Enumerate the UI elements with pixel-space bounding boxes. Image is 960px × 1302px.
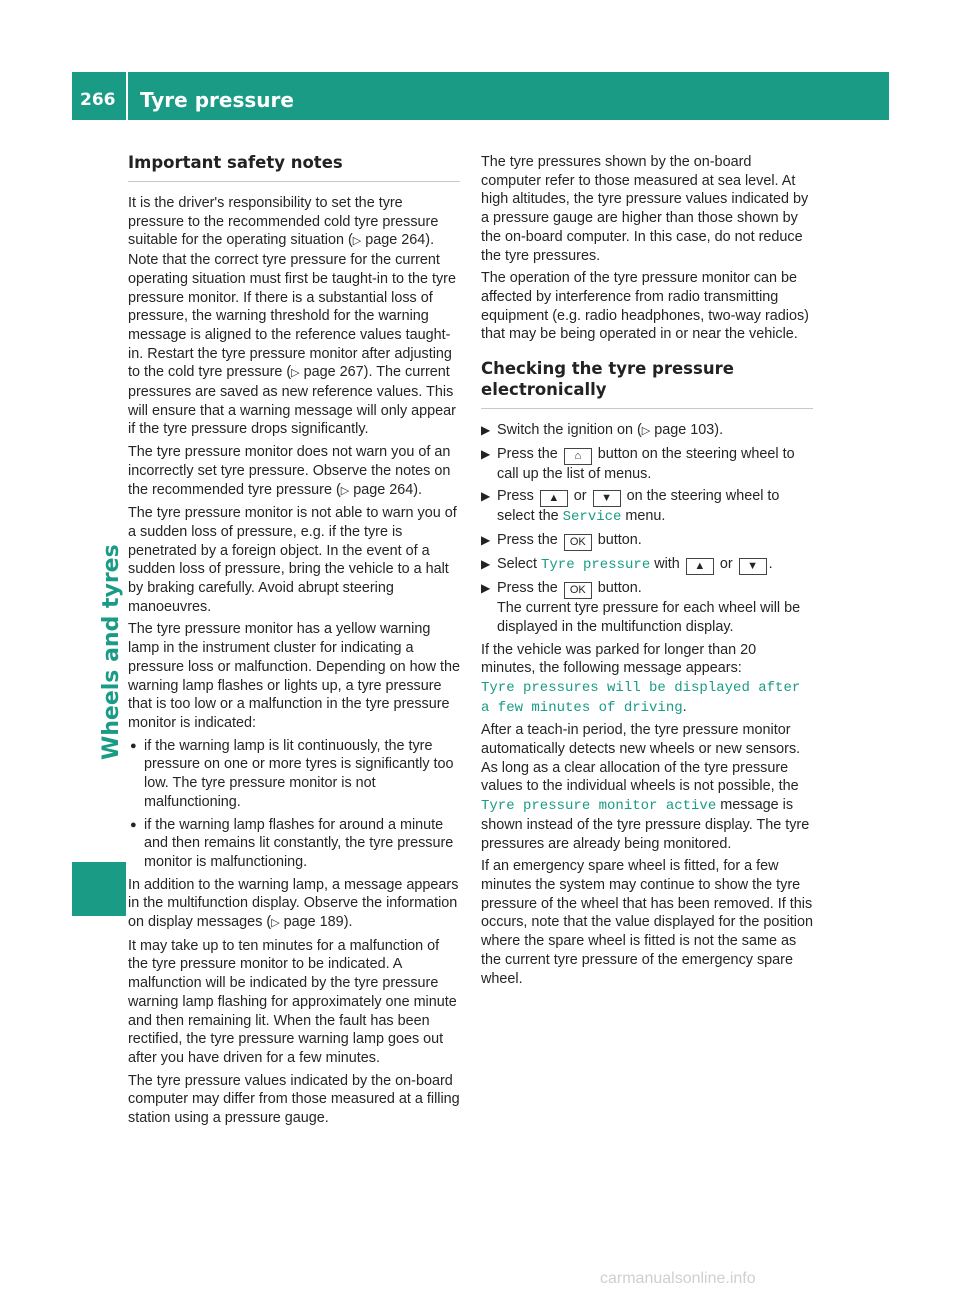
paragraph: The tyre pressure monitor has a yellow warning lamp in the instrument cluster for indicating a pressure loss or malfunction. Depending on how the warning lamp flashes or lights up, a tyre pressure that is too low or a malfunction in the tyre pressure monitor is indicated: [128,621,460,731]
step-item: ▶ Switch the ignition on (▷ page 103). [481,422,724,439]
home-icon: ⌂ [564,448,592,465]
page-reference[interactable]: page 103 [654,422,715,439]
section-heading-checking: Checking the tyre pressure electronically [481,358,813,409]
menu-name: Service [562,509,622,526]
ok-key-icon: OK [564,534,592,551]
step-arrow-icon: ▶ [481,557,491,572]
page-title: Tyre pressure [140,88,294,112]
paragraph: If an emergency spare wheel is fitted, for a few minutes the system may continue to show the tyre pressure of the wheel that has been removed. If this occurs, note that the value displayed for the position where the spare wheel is fitted is not the same as the current tyre pressure of the emergency spare wheel. [481,858,813,987]
step-arrow-icon: ▶ [481,446,491,461]
bullet-icon: ● [130,818,137,831]
step-result: The current tyre pressure for each wheel will be displayed in the multifunction display. [497,600,801,635]
step-arrow-icon: ▶ [481,489,491,504]
arrow-up-icon: ▲ [540,490,568,507]
right-column [481,153,813,992]
display-message: Tyre pressure monitor active [481,798,717,815]
watermark: carmanualsonline.info [600,1270,756,1287]
left-column [128,150,460,1132]
step-arrow-icon: ▶ [481,581,491,596]
list-item: ● if the warning lamp flashes for around a minute and then remains lit constantly, the tyre pressure monitor is malfunctioning. [130,816,454,870]
page-reference[interactable]: page 264 [365,232,426,249]
ok-key-icon: OK [564,582,592,599]
bullet-icon: ● [130,739,137,752]
header-divider [126,72,128,120]
xref-arrow-icon: ▷ [340,484,350,497]
menu-item-name: Tyre pressure [541,557,651,574]
list-item: ● if the warning lamp is lit continuously, the tyre pressure on one or more tyres is significantly too low. The tyre pressure monitor is not malfunctioning. [130,737,454,810]
step-arrow-icon: ▶ [481,423,491,438]
page-number: 266 [80,90,116,110]
display-message: Tyre pressures will be displayed after a few minutes of driving [481,679,801,716]
step-item: ▶ Select Tyre pressure with ▲ or ▼ . [481,556,773,574]
paragraph: The operation of the tyre pressure monitor can be affected by interference from radio transmitting equipment (e.g. radio headphones, two-way radios) that may be being operated in or near the vehicle. [481,270,809,343]
section-heading-safety: Important safety notes [128,152,460,182]
paragraph: After a teach-in period, the tyre pressure monitor automatically detects new wheels or new sensors. As long as a clear allocation of the tyre pressure values to the individual wheels is not possible, the Tyre pressure monitor active message is shown instead of the tyre pressure display. The tyre pressures are already being monitored. [481,722,810,852]
paragraph: The tyre pressure monitor does not warn you of an incorrectly set tyre pressure. Observe the notes on the recommended tyre pressure (▷ page 264). [128,444,451,498]
paragraph: If the vehicle was parked for longer than 20 minutes, the following message appears: Tyre pressures will be displayed after a few minutes of driving. [481,641,801,716]
side-chapter-label: Wheels and tyres [99,544,124,760]
xref-arrow-icon: ▷ [291,367,300,380]
xref-arrow-icon: ▷ [352,235,362,248]
step-arrow-icon: ▶ [481,533,491,548]
paragraph: The tyre pressure values indicated by the on-board computer may differ from those measured at a filling station using a pressure gauge. [128,1072,460,1127]
page-reference[interactable]: page 264 [353,481,414,498]
xref-arrow-icon: ▷ [641,425,651,438]
paragraph: In addition to the warning lamp, a message appears in the multifunction display. Observe the information on display messages (▷ page 189). [128,876,459,931]
paragraph: The tyre pressure monitor is not able to warn you of a sudden loss of pressure, e.g. if the tyre is penetrated by a foreign object. In the event of a sudden loss of pressure, bring the vehicle to a halt by braking carefully. Avoid abrupt steering manoeuvres. [128,505,457,615]
paragraph: It is the driver's responsibility to set the tyre pressure to the recommended cold tyre pressure suitable for the operating situation (▷ page 264). Note that the correct tyre pressure for the current operating situation must first be taught-in to the tyre pressure monitor. If there is a substantial loss of pressure, the warning threshold for the warning message is aligned to the reference values taught-in. Restart the tyre pressure monitor after adjusting to the cold tyre pressure (▷ page 267). The current pressures are saved as new reference values. This will ensure that a warning message will only appear if the tyre pressure drops significantly. [128,195,456,438]
step-item: ▶ Press the ⌂ button on the steering wheel to call up the list of menus. [481,445,795,482]
arrow-down-icon: ▼ [593,490,621,507]
xref-arrow-icon: ▷ [271,917,280,930]
arrow-down-icon: ▼ [739,558,767,575]
step-item: ▶ Press the OK button. The current tyre pressure for each wheel will be displayed in the multifunction display. [481,580,801,635]
side-chapter-marker [72,862,126,916]
paragraph: The tyre pressures shown by the on-board computer refer to those measured at sea level. At high altitudes, the tyre pressure values indicated by a pressure gauge are higher than those shown by the on-board computer. In this case, do not reduce the tyre pressures. [481,154,809,264]
page-reference[interactable]: page 189 [283,914,344,931]
step-item: ▶ Press the OK button. [481,531,813,551]
arrow-up-icon: ▲ [686,558,714,575]
step-item: ▶ Press ▲ or ▼ on the steering wheel to select the Service menu. [481,488,780,526]
paragraph: It may take up to ten minutes for a malfunction of the tyre pressure monitor to be indicated. A malfunction will be indicated by the tyre pressure warning lamp flashing for approximately one minute and then remaining lit. When the fault has been rectified, the tyre pressure warning lamp goes out after you have driven for a few minutes. [128,937,457,1066]
page-reference[interactable]: page 267 [303,364,364,381]
